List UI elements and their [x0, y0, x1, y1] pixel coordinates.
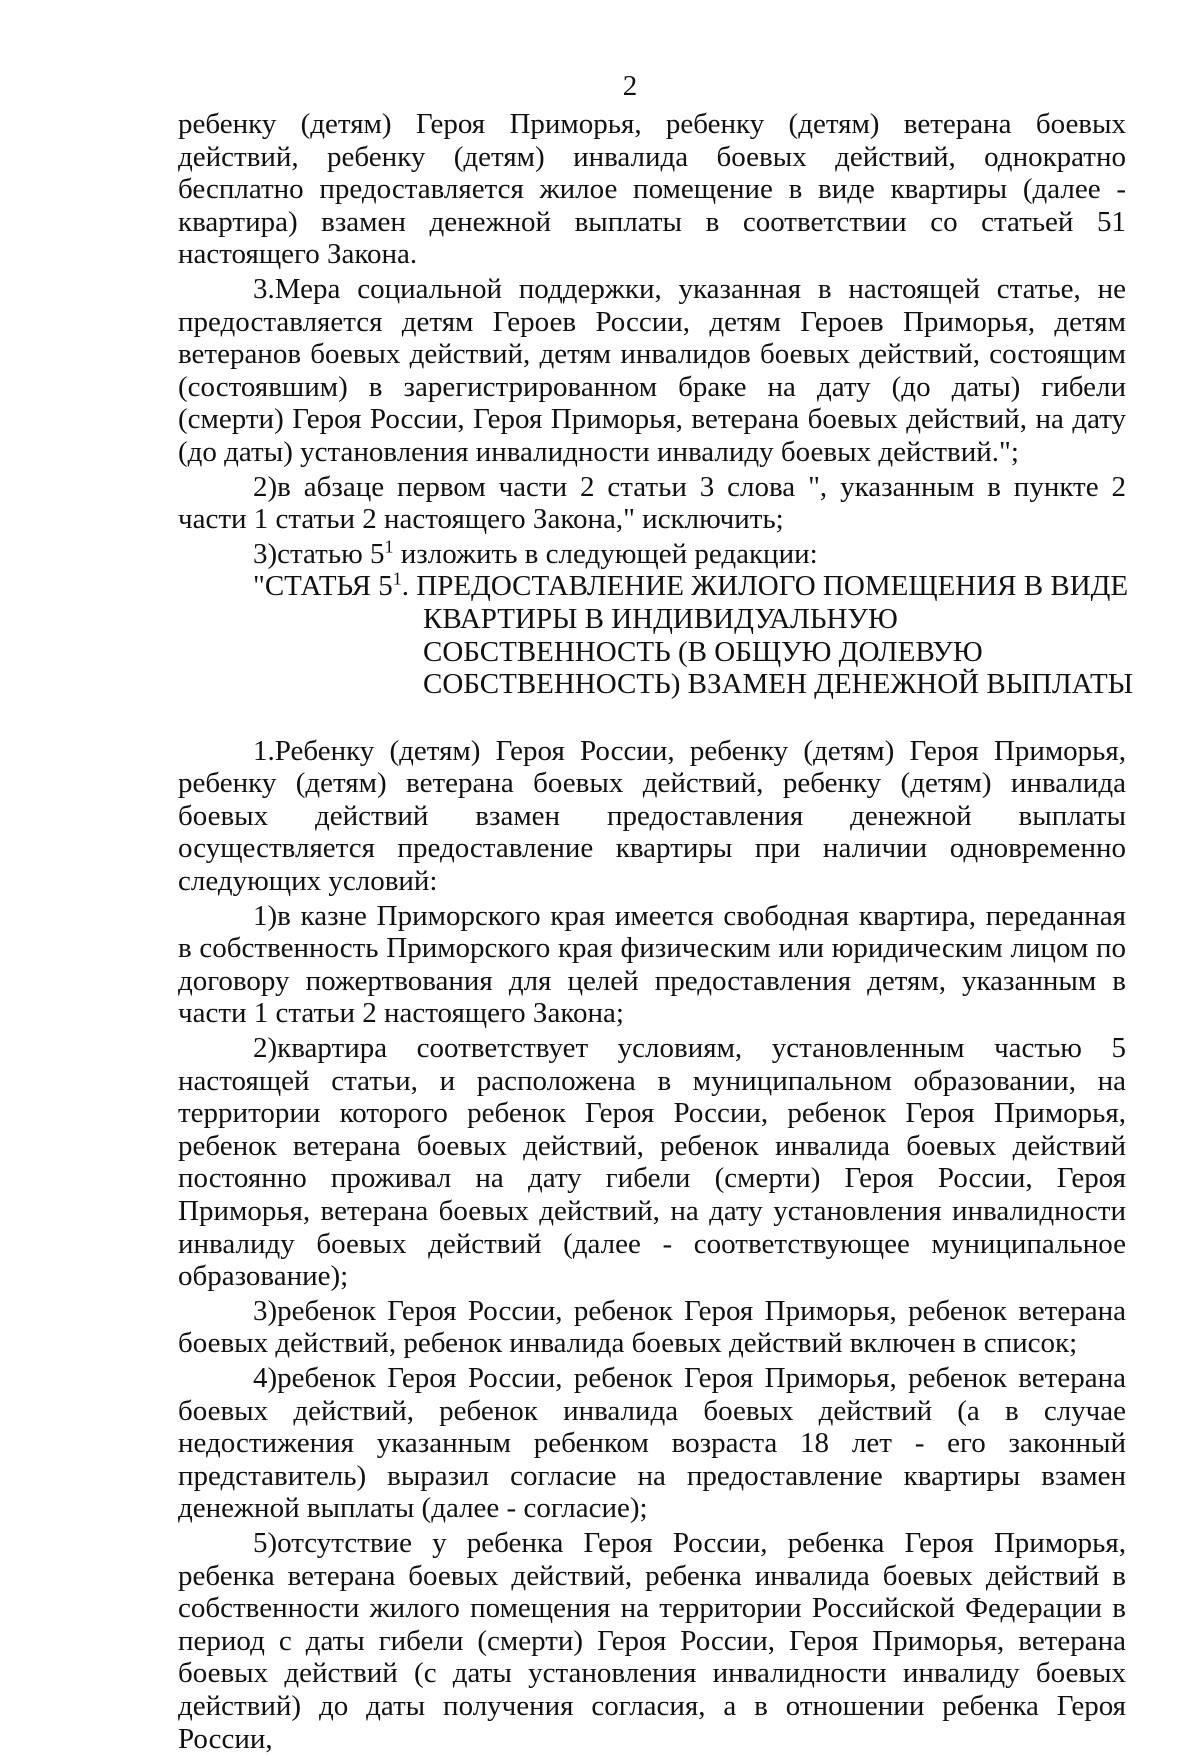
- article-heading-line-3: СОБСТВЕННОСТЬ (В ОБЩУЮ ДОЛЕВУЮ: [423, 635, 983, 668]
- article-condition-1: 1)в казне Приморского края имеется свободная квартира, переданная в собственность Приморского края физическим или юридическим лицом по договору пожертвования для целей предоставления детям, указанным в части 1 статьи 2 настоящего Закона;: [178, 899, 1126, 1030]
- paragraph-continuation: ребенку (детям) Героя Приморья, ребенку (детям) ветерана боевых действий, ребенку (детям) инвалида боевых действий, однократно бесплатно предоставляется жилое помещение в виде квартиры (далее - квартира) взамен денежной выплаты в соответствии со статьей 51 настоящего Закона.: [178, 108, 1126, 271]
- article-condition-2: 2)квартира соответствует условиям, установленным частью 5 настоящей статьи, и расположена в муниципальном образовании, на территории которого ребенок Героя России, ребенок Героя Приморья, ребенок ветерана боевых действий, ребенок инвалида боевых действий постоянно проживал на дату гибели (смерти) Героя России, Героя Приморья, ветерана боевых действий, на дату установления инвалидности инвалиду боевых действий (далее - соответствующее муниципальное образование);: [178, 1032, 1126, 1293]
- amendment-3-superscript: 1: [384, 536, 394, 557]
- article-heading: [178, 568, 1134, 701]
- article-heading-line-1: [253, 568, 1129, 603]
- heading-line-1-start: "СТАТЬЯ 5: [253, 570, 393, 603]
- article-condition-3: 3)ребенок Героя России, ребенок Героя Приморья, ребенок ветерана боевых действий, ребенок инвалида боевых действий включен в список;: [178, 1294, 1126, 1360]
- paragraph-amendment-2: 2)в абзаце первом части 2 статьи 3 слова ", указанным в пункте 2 части 1 статьи 2 настоящего Закона," исключить;: [178, 470, 1126, 536]
- article-paragraph-1: 1.Ребенку (детям) Героя России, ребенку (детям) Героя Приморья, ребенку (детям) ветерана боевых действий, ребенку (детям) инвалида боевых действий взамен предоставления денежной выплаты осуществляется предоставление квартиры при наличии одновременно следующих условий:: [178, 734, 1126, 898]
- paragraph-amendment-3: [178, 538, 1126, 571]
- amendment-3-text-end: изложить в следующей редакции:: [393, 537, 818, 570]
- heading-line-1-end: . ПРЕДОСТАВЛЕНИЕ ЖИЛОГО ПОМЕЩЕНИЯ В ВИДЕ: [401, 570, 1129, 603]
- article-condition-4: 4)ребенок Героя России, ребенок Героя Приморья, ребенок ветерана боевых действий, ребенок инвалида боевых действий (а в случае недостижения указанным ребенком возраста 18 лет - его законный представитель) выразил согласие на предоставление квартиры взамен денежной выплаты (далее - согласие);: [178, 1361, 1126, 1525]
- amendment-3-text-start: 3)статью 5: [253, 537, 385, 570]
- article-condition-5: 5)отсутствие у ребенка Героя России, ребенка Героя Приморья, ребенка ветерана боевых действий, ребенка инвалида боевых действий в собственности жилого помещения на территории Российской Федерации в период с даты гибели (смерти) Героя России, Героя Приморья, ветерана боевых действий (с даты установления инвалидности инвалиду боевых действий) до даты получения согласия, а в отношении ребенка Героя России,: [178, 1526, 1126, 1755]
- page-number: 2: [622, 70, 638, 102]
- article-heading-line-4: СОБСТВЕННОСТЬ) ВЗАМЕН ДЕНЕЖНОЙ ВЫПЛАТЫ: [423, 668, 1134, 701]
- heading-superscript: 1: [392, 568, 402, 589]
- document-body: [178, 108, 1134, 1755]
- paragraph-part-3: 3.Мера социальной поддержки, указанная в настоящей статье, не предоставляется детям Героев России, детям Героев Приморья, детям ветеранов боевых действий, детям инвалидов боевых действий, состоящим (состоявшим) в зарегистрированном браке на дату (до даты) гибели (смерти) Героя России, Героя Приморья, ветерана боевых действий, на дату (до даты) установления инвалидности инвалиду боевых действий.";: [178, 272, 1126, 468]
- article-heading-line-2: КВАРТИРЫ В ИНДИВИДУАЛЬНУЮ: [423, 602, 898, 635]
